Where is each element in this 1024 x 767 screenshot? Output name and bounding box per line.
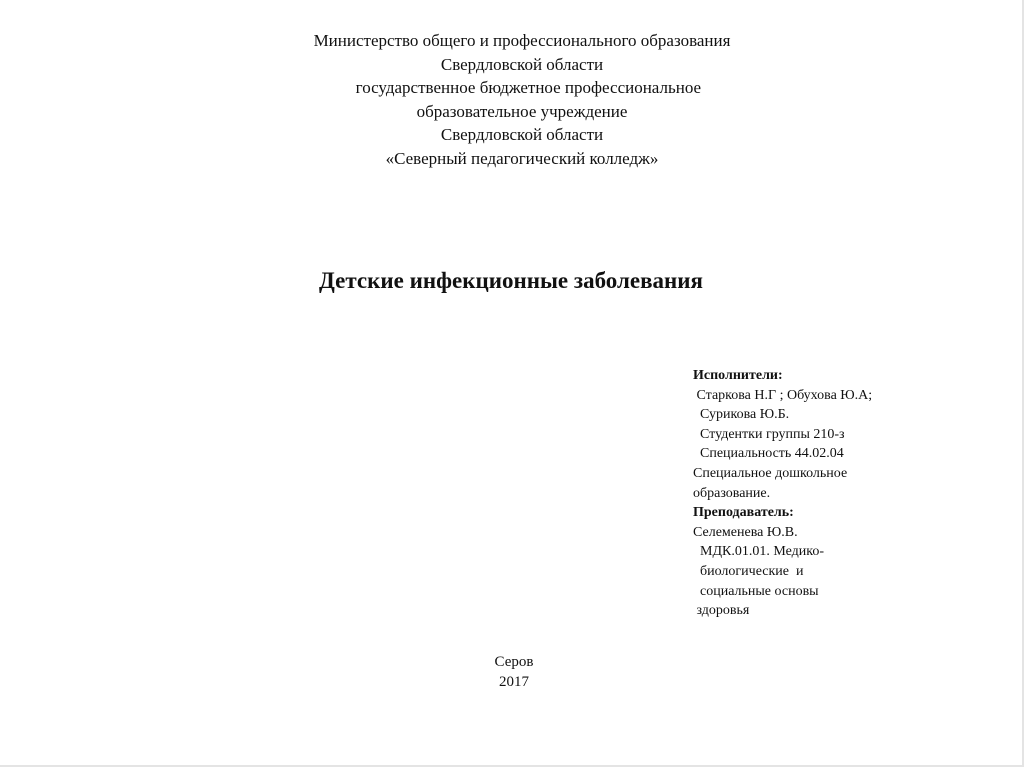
teacher-heading: Преподаватель: xyxy=(693,505,794,521)
year: 2017 xyxy=(499,674,529,690)
header-line-region-2: Свердловской области xyxy=(440,125,604,145)
teacher-line: Селеменева Ю.В. xyxy=(693,524,798,540)
performers-line: Студентки группы 210-з xyxy=(693,426,845,442)
teacher-line: социальные основы xyxy=(693,583,819,599)
header-line-institution-kind: образовательное учреждение xyxy=(416,101,628,121)
header-line-college-name: «Северный педагогический колледж» xyxy=(385,148,659,168)
teacher-line: МДК.01.01. Медико- xyxy=(693,544,824,560)
city-year-block xyxy=(434,652,594,692)
performers-line: Специальное дошкольное xyxy=(693,465,848,481)
institution-header xyxy=(0,29,1024,171)
teacher-line: здоровья xyxy=(693,603,750,619)
teacher-line: биологические и xyxy=(693,563,804,579)
document-title: Детские инфекционные заболевания xyxy=(319,268,703,293)
authors-block xyxy=(693,366,1013,621)
performers-line: образование. xyxy=(693,485,771,501)
performers-line: Специальность 44.02.04 xyxy=(693,446,844,462)
performers-line: Старкова Н.Г ; Обухова Ю.А; xyxy=(693,387,873,403)
header-line-region: Свердловской области xyxy=(440,54,604,74)
performers-heading: Исполнители: xyxy=(693,368,783,383)
city: Серов xyxy=(494,654,534,670)
header-line-ministry: Министерство общего и профессионального образования xyxy=(313,31,731,50)
performers-line: Сурикова Ю.Б. xyxy=(693,407,790,423)
header-line-institution-type: государственное бюджетное профессиональное xyxy=(342,78,702,98)
